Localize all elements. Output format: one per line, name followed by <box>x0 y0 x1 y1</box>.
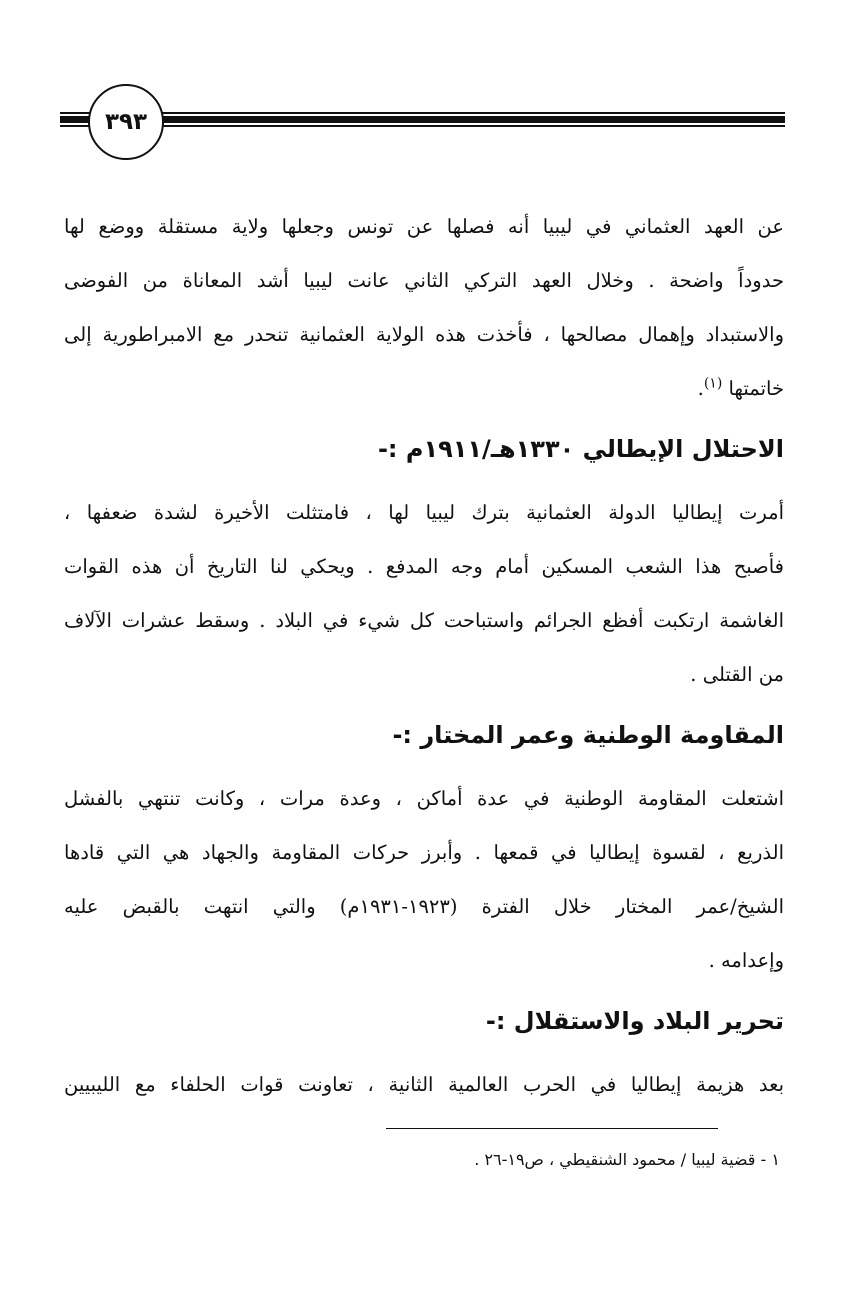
footnote: ١ - قضية ليبيا / محمود الشنقيطي ، ص١٩-٢٦ . <box>474 1150 780 1169</box>
text-line: والاستبداد وإهمال مصالحها ، فأخذت هذه الولاية العثمانية تنحدر مع الامبراطورية إلى <box>64 323 784 346</box>
page-header <box>60 78 785 168</box>
text-line: عن العهد العثماني في ليبيا أنه فصلها عن تونس وجعلها ولاية مستقلة ووضع لها <box>64 215 784 238</box>
text-line: الذريع ، لقسوة إيطاليا في قمعها . وأبرز حركات المقاومة والجهاد هي التي قادها <box>64 841 784 864</box>
footnote-divider <box>386 1128 718 1129</box>
liberation-paragraph <box>64 1058 784 1112</box>
text-line: الشيخ/عمر المختار خلال الفترة (١٩٢٣-١٩٣١م) والتي انتهت بالقبض عليه <box>64 895 784 918</box>
text-line: وإعدامه . <box>708 949 784 972</box>
page-number: ٣٩٣ <box>88 84 164 160</box>
section-heading-resistance: المقاومة الوطنية وعمر المختار :- <box>392 721 784 749</box>
text-line: أمرت إيطاليا الدولة العثمانية بترك ليبيا لها ، فامتثلت الأخيرة لشدة ضعفها ، <box>64 501 784 524</box>
text-line: الغاشمة ارتكبت أفظع الجرائم واستباحت كل شيء في البلاد . وسقط عشرات الآلاف <box>64 609 784 632</box>
header-rule <box>60 116 785 123</box>
occupation-paragraph <box>64 486 784 702</box>
header-rule-bottom <box>60 125 785 127</box>
section-heading-occupation: الاحتلال الإيطالي ١٣٣٠هـ/١٩١١م :- <box>377 435 784 463</box>
text-line: خاتمتها <box>728 377 784 400</box>
footnote-reference[interactable]: (١) <box>703 375 723 392</box>
sentence-end: . <box>697 377 704 400</box>
intro-paragraph <box>64 200 784 416</box>
page-body <box>64 200 784 1112</box>
text-line: بعد هزيمة إيطاليا في الحرب العالمية الثانية ، تعاونت قوات الحلفاء مع الليبيين <box>64 1073 784 1096</box>
text-line: فأصبح هذا الشعب المسكين أمام وجه المدفع . ويحكي لنا التاريخ أن هذه القوات <box>64 555 784 578</box>
text-line: حدوداً واضحة . وخلال العهد التركي الثاني عانت ليبيا أشد المعاناة من الفوضى <box>64 269 784 292</box>
header-rule-top <box>60 112 785 114</box>
resistance-paragraph <box>64 772 784 988</box>
text-line-last <box>64 362 784 416</box>
text-line: من القتلى . <box>690 663 784 686</box>
section-heading-liberation: تحرير البلاد والاستقلال :- <box>485 1007 784 1035</box>
text-line: اشتعلت المقاومة الوطنية في عدة أماكن ، وعدة مرات ، وكانت تنتهي بالفشل <box>64 787 784 810</box>
